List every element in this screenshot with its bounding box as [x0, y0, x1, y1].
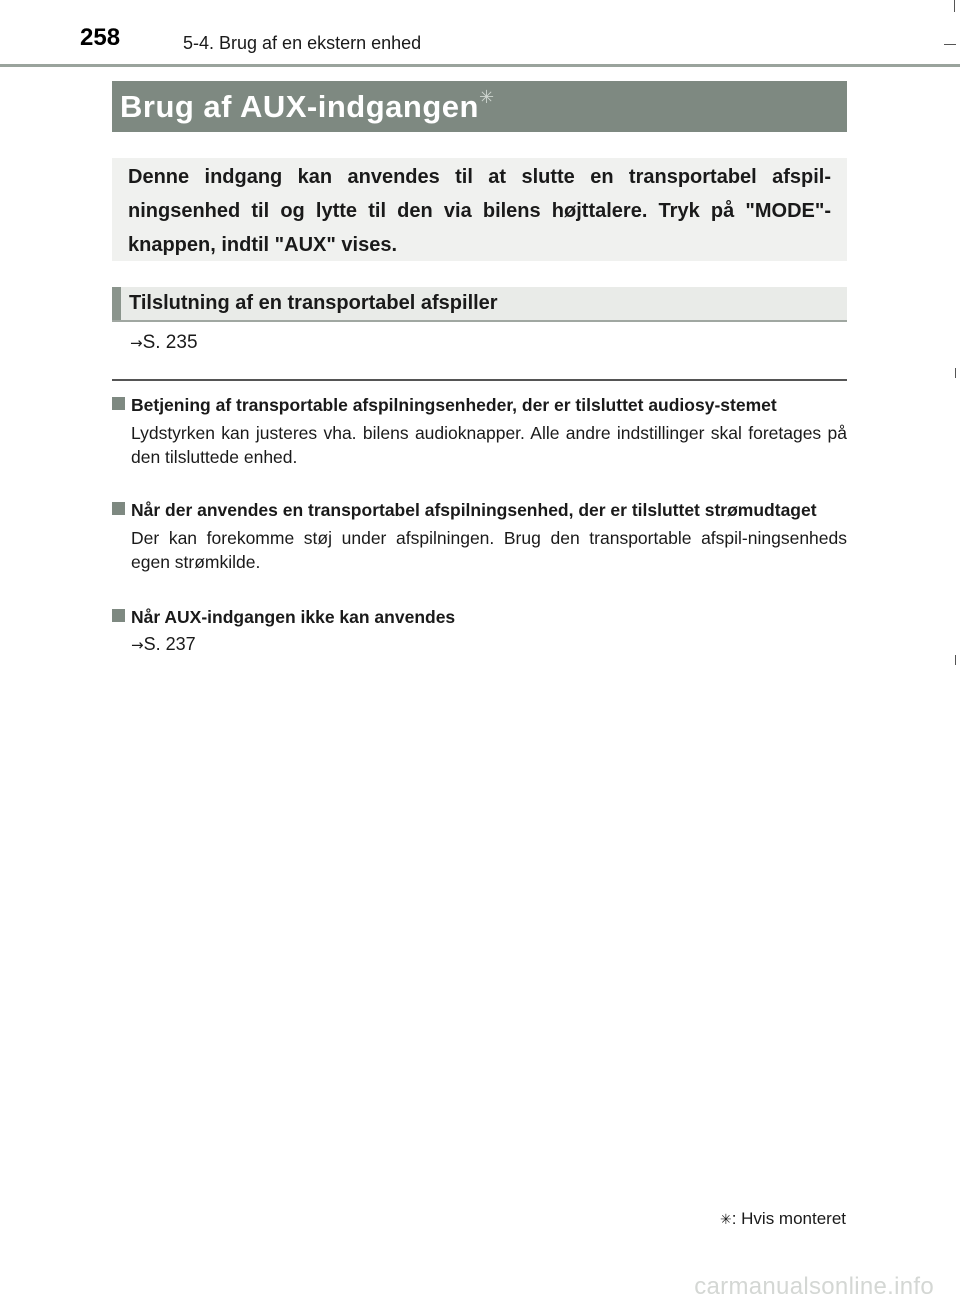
note-item — [112, 393, 847, 469]
section-heading: Tilslutning af en transportabel afspiller — [129, 292, 498, 314]
note-item — [112, 498, 847, 574]
divider — [112, 379, 847, 381]
intro-text: Denne indgang kan anvendes til at slutte en transportabel afspil-ningsenhed til og lytte til den via bilens højttalere. Tryk på "MODE"-knappen, indtil "AUX" vises. — [128, 166, 831, 256]
asterisk-icon: ✳ — [478, 87, 495, 107]
running-header: 5-4. Brug af en ekstern enhed — [183, 33, 422, 53]
arrow-right-icon: → — [131, 636, 144, 654]
note-item — [112, 605, 847, 629]
title-band — [112, 81, 847, 132]
intro-box — [112, 158, 847, 261]
section-heading-band — [112, 287, 847, 322]
cross-reference-text: S. 235 — [142, 332, 198, 353]
page-title-text: Brug af AUX-indgangen — [120, 89, 479, 124]
note-heading: Betjening af transportable afspilningsenheder, der er tilsluttet audiosy-stemet — [131, 395, 777, 415]
square-bullet-icon — [112, 502, 125, 515]
square-bullet-icon — [112, 397, 125, 410]
cross-reference-link[interactable] — [130, 332, 198, 354]
crop-mark — [954, 0, 955, 12]
note-heading: Når AUX-indgangen ikke kan anvendes — [131, 607, 456, 627]
note-body: Der kan forekomme støj under afspilningen. Brug den transportable afspil-ningsenheds egen strømkilde. — [131, 528, 847, 572]
footnote — [720, 1209, 846, 1229]
crop-mark — [955, 368, 956, 378]
crop-mark — [955, 655, 956, 665]
arrow-right-icon: → — [130, 334, 143, 352]
note-heading: Når der anvendes en transportabel afspilningsenhed, der er tilsluttet strømudtaget — [131, 500, 817, 520]
header-rule — [0, 64, 960, 67]
cross-reference-text: S. 237 — [143, 634, 196, 654]
crop-mark — [944, 44, 956, 45]
square-bullet-icon — [112, 609, 125, 622]
asterisk-icon: ✳ — [719, 1212, 732, 1228]
page-number: 258 — [80, 24, 121, 51]
footnote-text: : Hvis monteret — [731, 1209, 846, 1228]
cross-reference-link[interactable] — [131, 634, 196, 655]
section-heading-bar — [112, 287, 121, 320]
page-title — [120, 87, 495, 125]
watermark: carmanualsonline.info — [694, 1273, 934, 1300]
note-body: Lydstyrken kan justeres vha. bilens audioknapper. Alle andre indstillinger skal foretages på den tilsluttede enhed. — [131, 423, 847, 467]
